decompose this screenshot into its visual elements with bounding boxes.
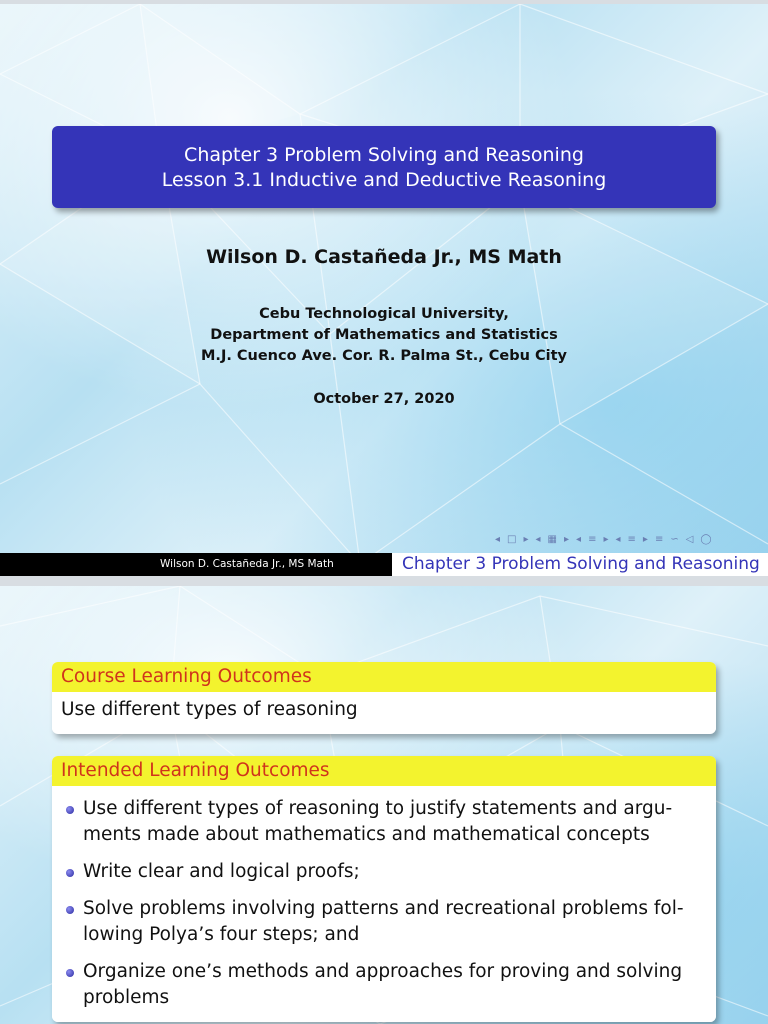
nav-symbol-icon[interactable]: ▸ — [564, 534, 570, 545]
nav-symbol-icon[interactable]: ◂ — [535, 534, 541, 545]
institution-line: Cebu Technological University, — [259, 306, 509, 322]
slide-footer — [0, 553, 768, 576]
beamer-navigation-symbols[interactable] — [495, 534, 712, 545]
chapter-title: Chapter 3 Problem Solving and Reasoning — [184, 144, 584, 166]
nav-symbol-icon[interactable]: ≡ — [588, 534, 597, 545]
nav-symbol-icon[interactable]: ≡ — [627, 534, 636, 545]
list-item: Solve problems involving patterns and recreational problems fol- lowing Polya’s four steps; and — [83, 896, 706, 948]
ilo-body — [52, 786, 716, 1022]
title-slide — [0, 4, 768, 576]
nav-symbol-icon[interactable]: ▸ — [603, 534, 609, 545]
list-item: Use different types of reasoning to justify statements and argu- ments made about mathematics and mathematical concepts — [83, 796, 706, 848]
nav-symbol-icon[interactable]: □ — [507, 534, 517, 545]
author-name: Wilson D. Castañeda Jr., MS Math — [206, 246, 562, 268]
footer-title: Chapter 3 Problem Solving and Reasoning — [392, 553, 768, 576]
footer-author: Wilson D. Castañeda Jr., MS Math — [160, 558, 334, 570]
institution-line: M.J. Cuenco Ave. Cor. R. Palma St., Cebu City — [201, 348, 567, 364]
nav-symbol-icon[interactable]: ▦ — [547, 534, 557, 545]
course-learning-outcomes-block — [52, 662, 716, 734]
institution — [0, 304, 768, 367]
nav-symbol-icon[interactable]: ▸ — [523, 534, 529, 545]
clo-text: Use different types of reasoning — [52, 692, 716, 730]
outcomes-slide — [0, 586, 768, 1024]
lesson-title: Lesson 3.1 Inductive and Deductive Reasoning — [161, 169, 607, 191]
presentation-date: October 27, 2020 — [313, 391, 455, 407]
nav-symbol-icon[interactable]: ◂ — [615, 534, 621, 545]
institution-line: Department of Mathematics and Statistics — [210, 327, 558, 343]
nav-symbol-icon[interactable]: ◁ — [685, 534, 694, 545]
clo-heading: Course Learning Outcomes — [52, 662, 716, 692]
intended-learning-outcomes-block — [52, 756, 716, 1022]
nav-symbol-icon[interactable]: ≡ — [654, 534, 664, 545]
list-item: Organize one’s methods and approaches for proving and solving problems — [83, 959, 706, 1011]
polygon-background — [0, 4, 768, 576]
nav-symbol-icon[interactable]: ▸ — [642, 534, 648, 545]
list-item: Write clear and logical proofs; — [83, 859, 706, 885]
nav-symbol-icon[interactable]: ∽ — [670, 534, 679, 545]
nav-symbol-icon[interactable]: ◂ — [495, 534, 501, 545]
nav-symbol-icon[interactable]: ◯ — [700, 534, 712, 545]
ilo-list — [61, 792, 706, 1011]
ilo-heading: Intended Learning Outcomes — [52, 756, 716, 786]
nav-symbol-icon[interactable]: ◂ — [576, 534, 582, 545]
title-box — [52, 126, 716, 208]
